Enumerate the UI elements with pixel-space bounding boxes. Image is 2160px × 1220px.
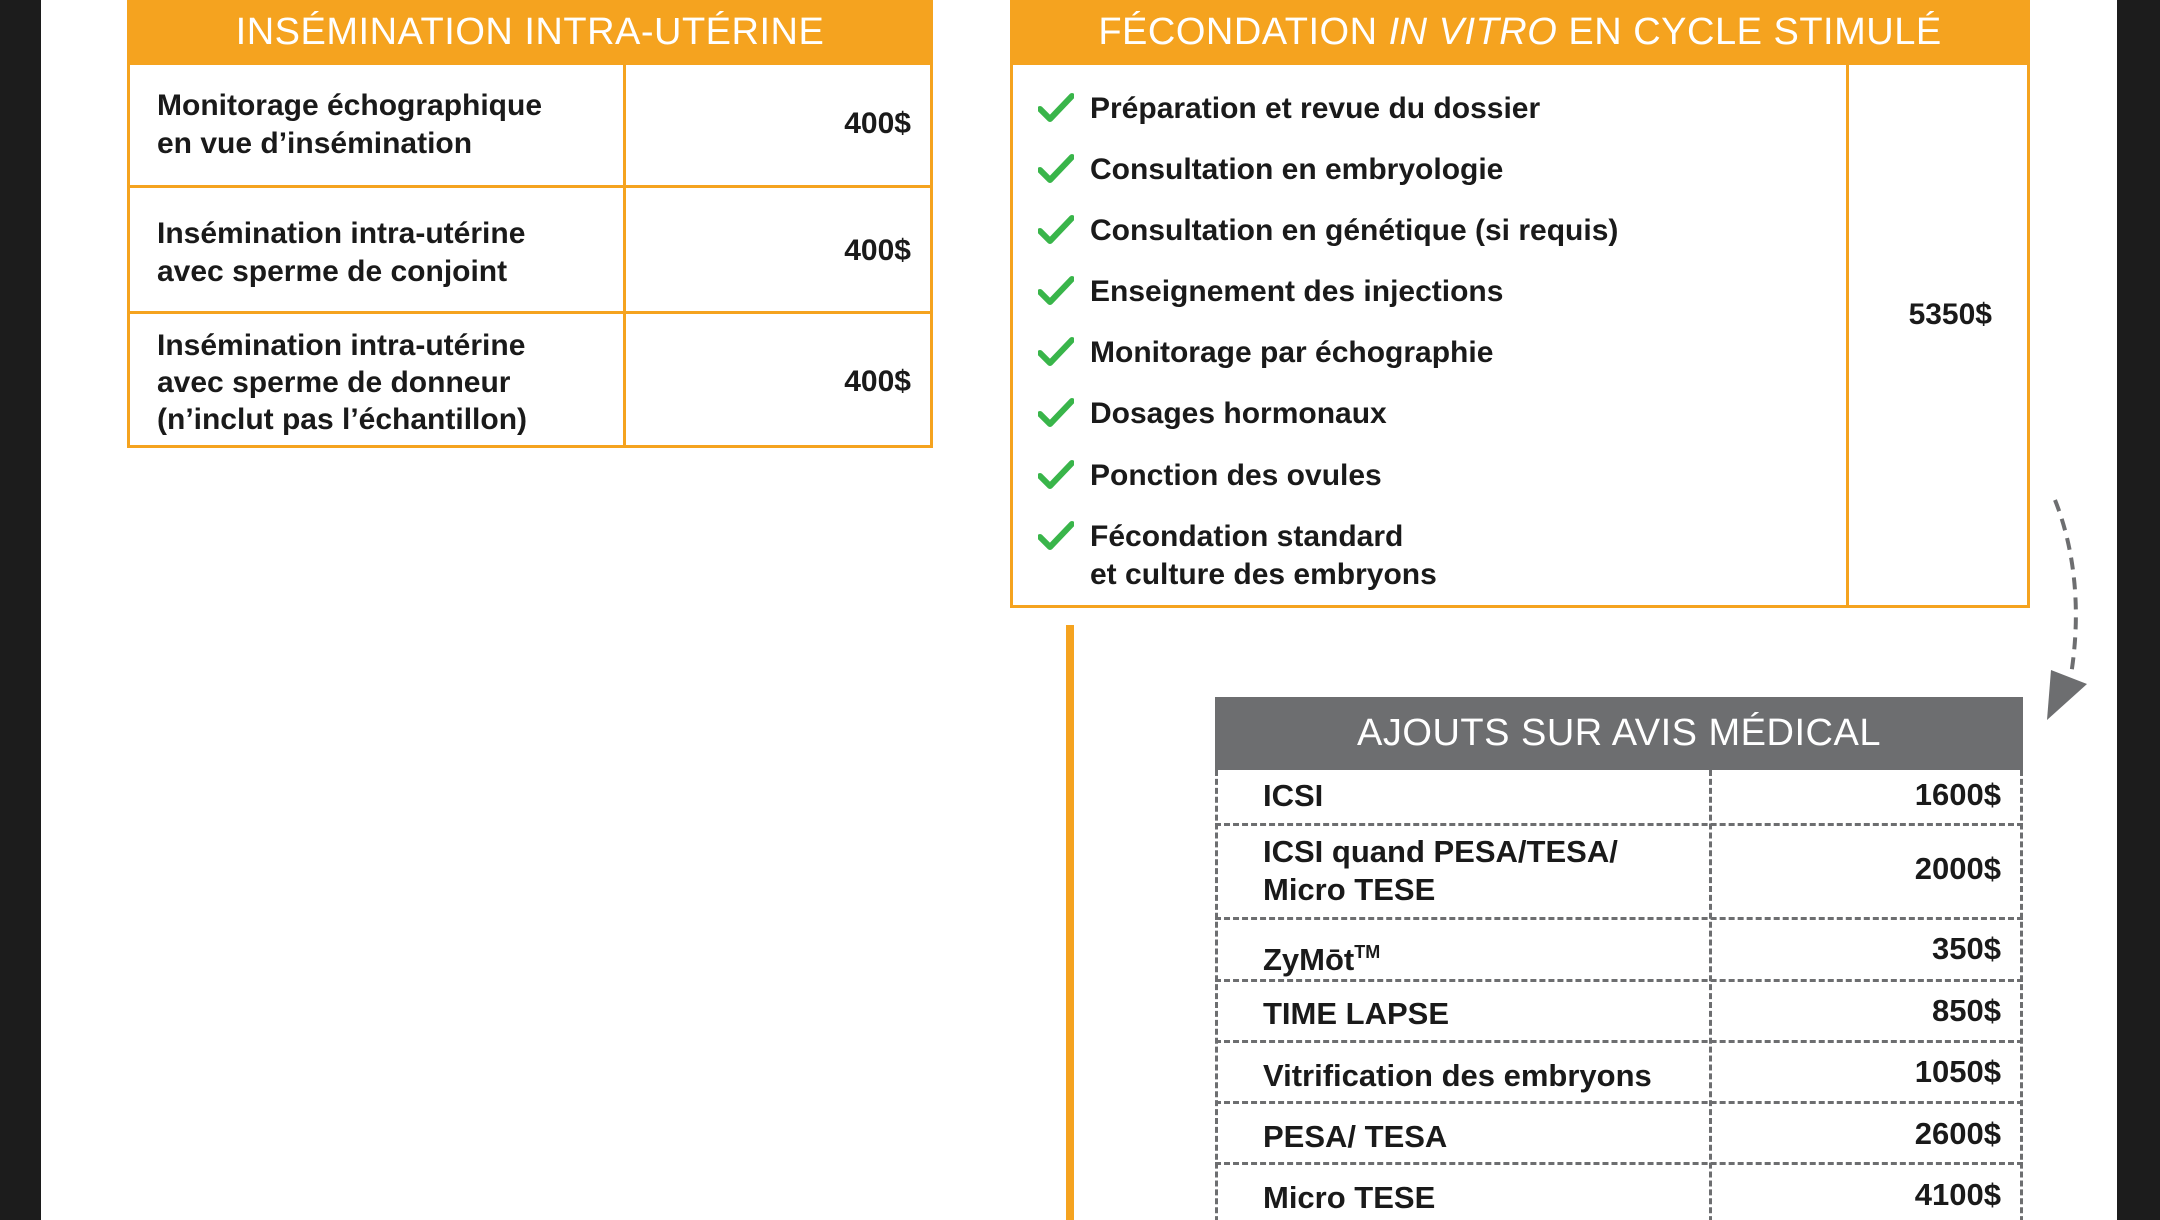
checkmark-icon — [1038, 92, 1074, 124]
iui-row-3-label-line-2: avec sperme de donneur — [157, 366, 511, 399]
addon-price: 1600$ — [1914, 777, 2001, 812]
iui-price-table — [127, 0, 933, 448]
addons-price-table — [1215, 697, 2023, 1220]
addons-row-divider — [1215, 1101, 2023, 1104]
fiv-item-label-line-1: Fécondation standard — [1090, 520, 1404, 553]
fiv-item-label: Enseignement des injections — [1090, 275, 1504, 308]
addon-price: 1050$ — [1914, 1054, 2001, 1089]
addon-label-text: ZyMōt — [1263, 942, 1355, 977]
iui-row-3-label-line-1: Insémination intra-utérine — [157, 329, 526, 362]
iui-row-1-price: 400$ — [844, 107, 911, 140]
fiv-item-label: Monitorage par échographie — [1090, 336, 1494, 369]
fiv-column-divider — [1846, 64, 1849, 608]
iui-row-2-label-line-1: Insémination intra-utérine — [157, 217, 526, 250]
addon-price: 850$ — [1932, 993, 2001, 1028]
fiv-price: 5350$ — [1908, 298, 1992, 331]
addon-label-line-1: ICSI quand PESA/TESA/ — [1263, 834, 1618, 869]
checkmark-icon — [1038, 520, 1074, 552]
fiv-item-label: Consultation en génétique (si requis) — [1090, 214, 1619, 247]
fiv-item-label: Ponction des ovules — [1090, 459, 1382, 492]
fiv-title-part-1: FÉCONDATION — [1098, 11, 1378, 53]
checkmark-icon — [1038, 214, 1074, 246]
addons-row-divider — [1215, 1162, 2023, 1165]
addons-table-title: AJOUTS SUR AVIS MÉDICAL — [1215, 697, 2023, 770]
addon-label — [1263, 933, 1380, 979]
iui-row-3-label-line-3: (n’inclut pas l’échantillon) — [157, 403, 528, 436]
fiv-table-title — [1010, 0, 2030, 65]
iui-row-1-label-line-2: en vue d’insémination — [157, 127, 473, 160]
iui-table-title: INSÉMINATION INTRA-UTÉRINE — [127, 0, 933, 65]
addon-label-line-2: Micro TESE — [1263, 872, 1436, 907]
addon-label: PESA/ TESA — [1263, 1119, 1448, 1154]
checkmark-icon — [1038, 153, 1074, 185]
addon-label: Micro TESE — [1263, 1180, 1436, 1215]
iui-column-divider — [623, 64, 626, 448]
addon-label: ICSI — [1263, 778, 1324, 813]
connector-line — [1066, 625, 1074, 1220]
iui-row-3-price: 400$ — [844, 365, 911, 398]
addons-column-divider — [1709, 770, 1712, 1220]
fiv-price-table — [1010, 0, 2030, 608]
checkmark-icon — [1038, 459, 1074, 491]
addon-price: 4100$ — [1914, 1177, 2001, 1212]
fiv-item-label: Préparation et revue du dossier — [1090, 92, 1541, 125]
iui-row-1-label-line-1: Monitorage échographique — [157, 89, 543, 122]
checkmark-icon — [1038, 275, 1074, 307]
addons-row-divider — [1215, 1040, 2023, 1043]
dashed-arrow-icon — [2041, 490, 2160, 730]
trademark-symbol: TM — [1354, 942, 1381, 962]
fiv-item-label-line-2: et culture des embryons — [1090, 558, 1437, 591]
addon-label: Vitrification des embryons — [1263, 1058, 1652, 1093]
addons-row-divider — [1215, 823, 2023, 826]
iui-row-2-price: 400$ — [844, 234, 911, 267]
fiv-item-label: Dosages hormonaux — [1090, 397, 1387, 430]
checkmark-icon — [1038, 397, 1074, 429]
addons-row-divider — [1215, 917, 2023, 920]
addon-label: TIME LAPSE — [1263, 996, 1450, 1031]
price-sheet-page — [41, 0, 2117, 1220]
addon-price: 2000$ — [1914, 851, 2001, 886]
iui-row-divider — [127, 185, 933, 188]
addon-price: 2600$ — [1914, 1116, 2001, 1151]
fiv-title-italic: IN VITRO — [1388, 11, 1558, 53]
iui-row-2-label-line-2: avec sperme de conjoint — [157, 255, 508, 288]
fiv-title-part-2: EN CYCLE STIMULÉ — [1568, 11, 1942, 53]
addons-row-divider — [1215, 979, 2023, 982]
checkmark-icon — [1038, 336, 1074, 368]
fiv-item-label: Consultation en embryologie — [1090, 153, 1504, 186]
iui-row-divider — [127, 311, 933, 314]
addon-price: 350$ — [1932, 931, 2001, 966]
